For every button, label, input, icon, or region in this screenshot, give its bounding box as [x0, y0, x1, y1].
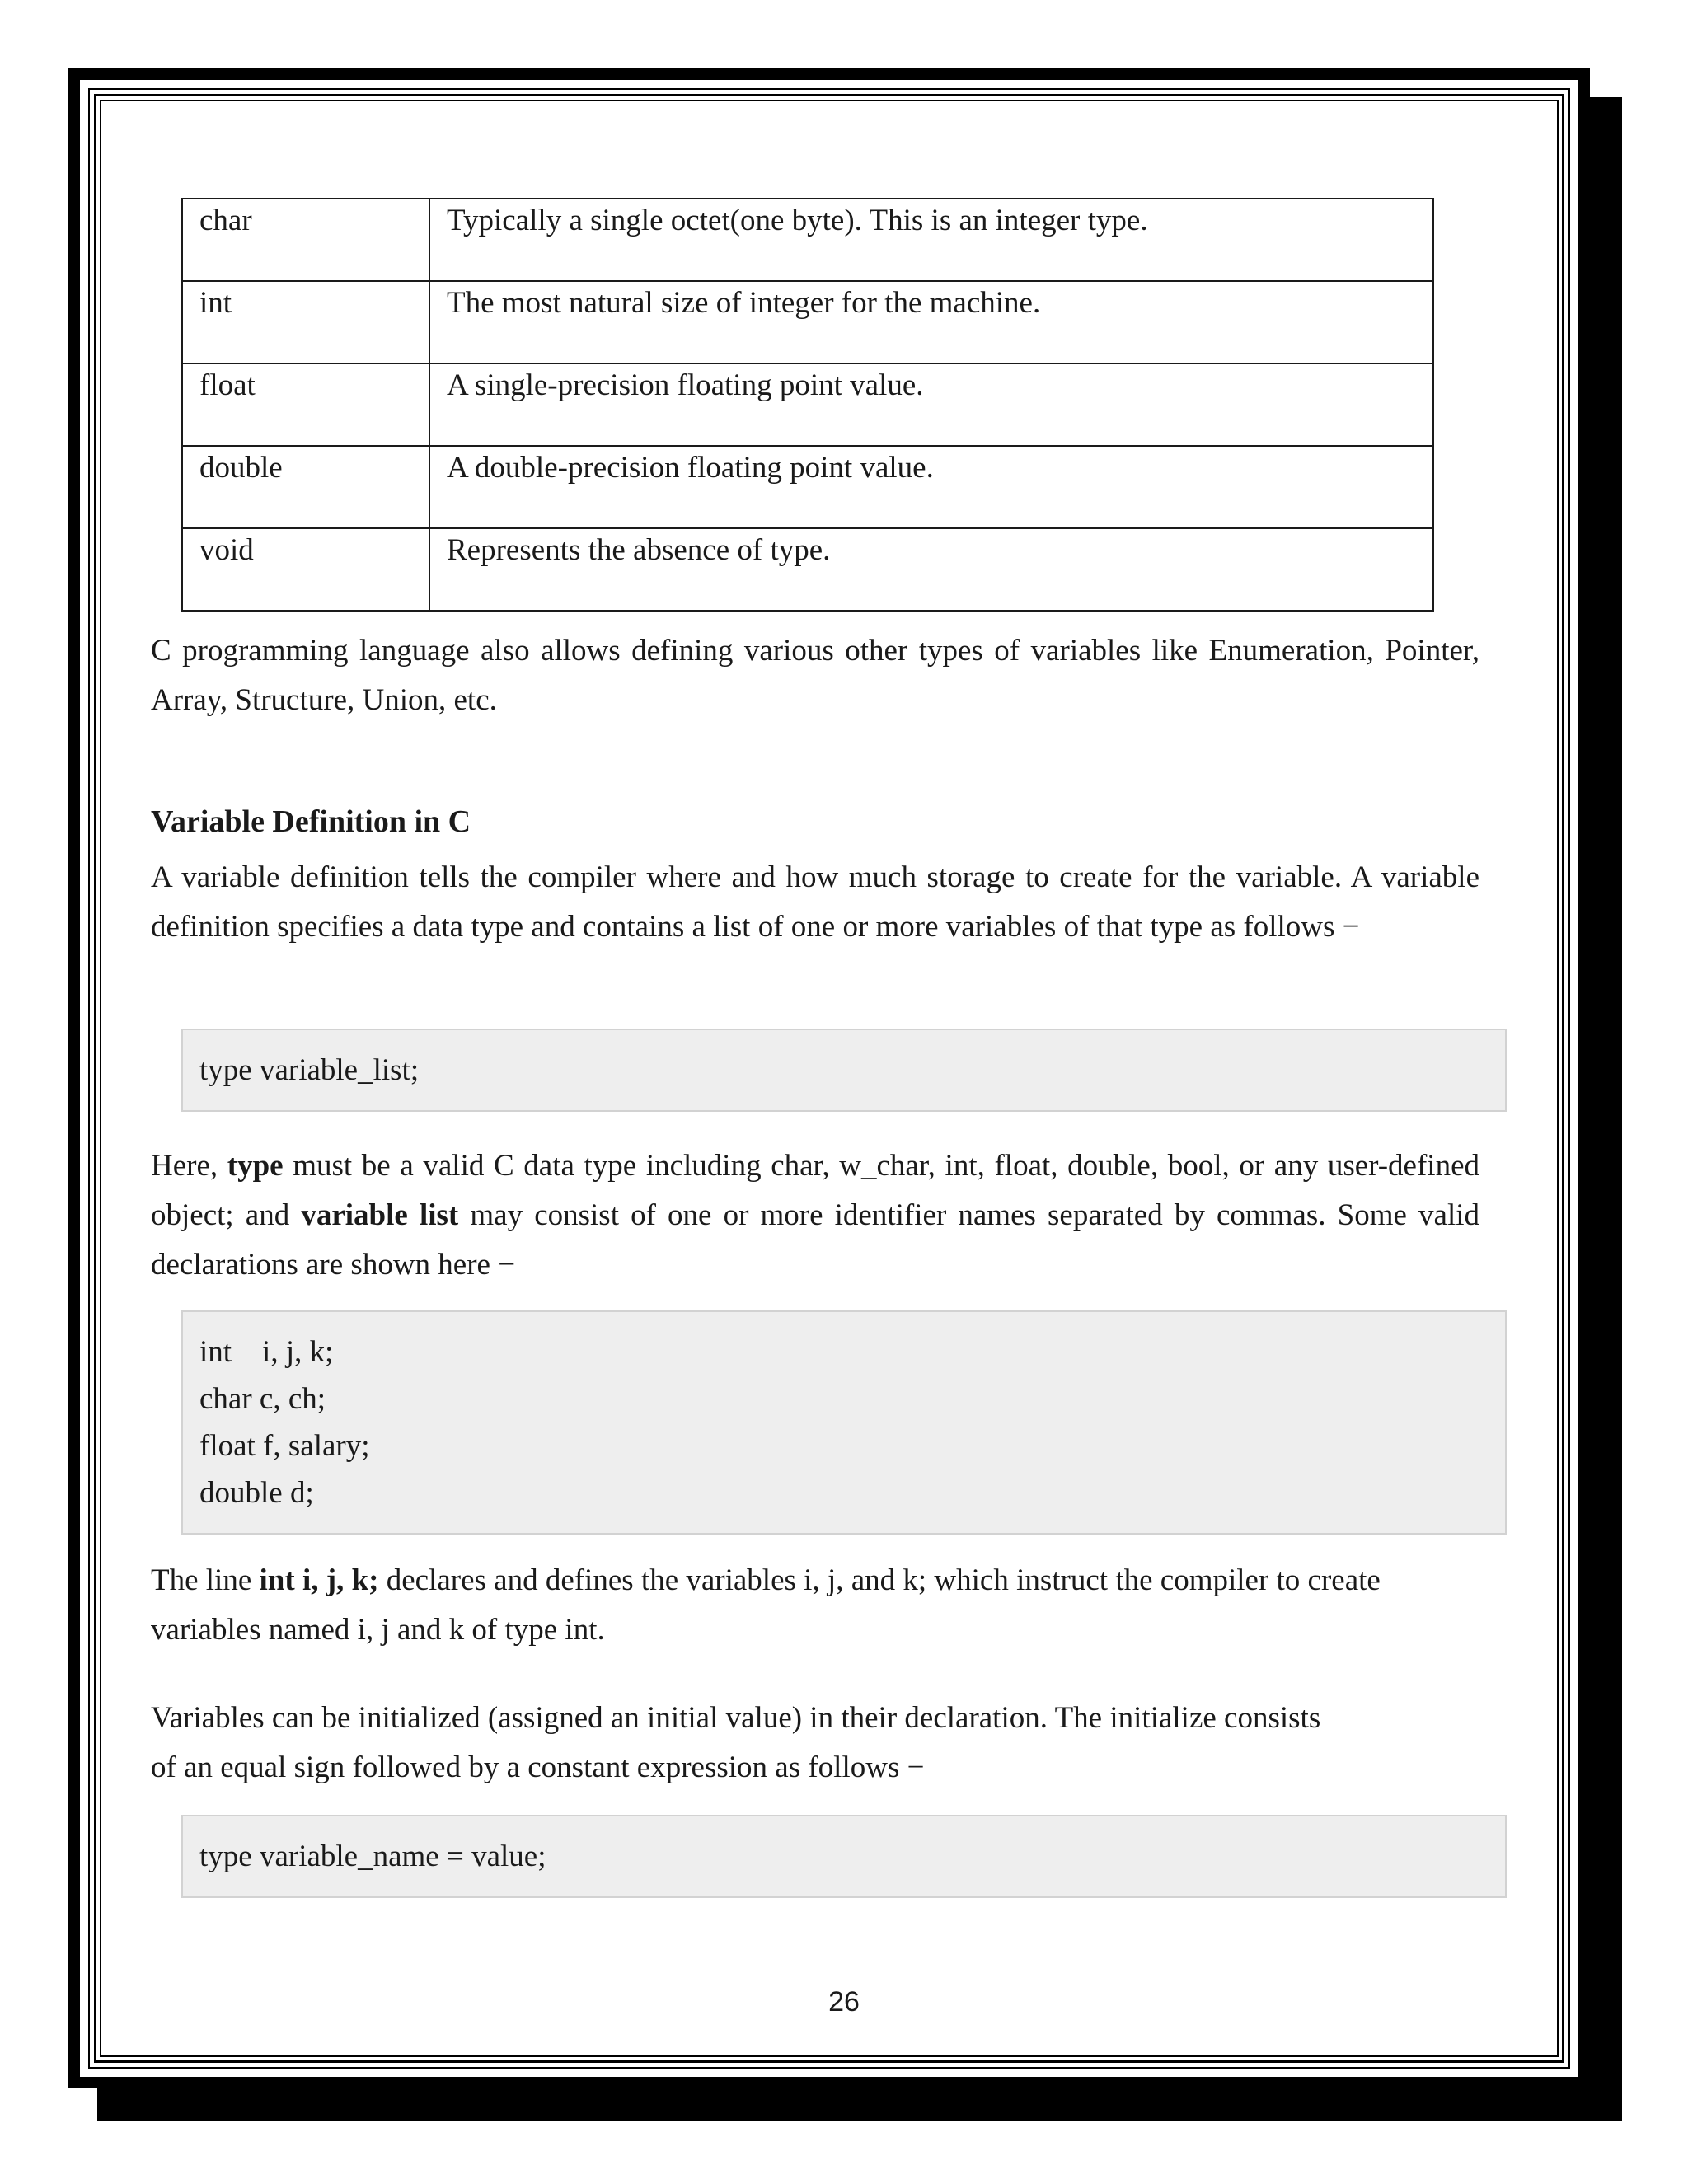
code-block-declarations	[181, 1310, 1507, 1535]
type-name-cell: double	[182, 446, 429, 528]
type-description-cell: Typically a single octet(one byte). This is an integer type.	[429, 199, 1433, 281]
code-line: float f, salary;	[199, 1429, 370, 1463]
code-line: type variable_name = value;	[199, 1840, 546, 1873]
table-row	[182, 199, 1433, 281]
bold-term: type	[227, 1149, 284, 1183]
bold-term: int i, j, k;	[259, 1563, 379, 1597]
type-name-cell: void	[182, 528, 429, 611]
paragraph-other-types: C programming language also allows defining various other types of variables like Enumeration, Pointer, Array, Structure, Union, etc.	[151, 634, 1479, 717]
paragraph-line-explanation	[151, 1556, 1479, 1655]
text-run: Here,	[151, 1149, 227, 1183]
type-description-cell: The most natural size of integer for the machine.	[429, 281, 1433, 363]
text-line: Variables can be initialized (assigned an initial value) in their declaration. The initialize consists	[151, 1701, 1321, 1735]
type-name-cell: float	[182, 363, 429, 446]
code-line: char c, ch;	[199, 1382, 326, 1416]
text-run: declares and defines the variables i, j, and k; which instruct the compiler to create variables named i, j and k of type int.	[151, 1563, 1381, 1647]
type-description-cell: Represents the absence of type.	[429, 528, 1433, 611]
bold-term: variable list	[301, 1198, 459, 1232]
data-types-table	[181, 198, 1434, 612]
table-row	[182, 446, 1433, 528]
code-line: type variable_list;	[199, 1053, 420, 1087]
text-run: must be a valid C data type including char, w_char, int, float, double, bool, or any user-defined object; and	[151, 1149, 1479, 1232]
type-name-cell: char	[182, 199, 429, 281]
code-block-syntax	[181, 1029, 1507, 1112]
paragraph-initialization	[151, 1694, 1479, 1793]
page-number: 26	[828, 1986, 860, 2018]
table-row	[182, 281, 1433, 363]
type-description-cell: A single-precision floating point value.	[429, 363, 1433, 446]
table-row	[182, 528, 1433, 611]
paragraph-type-explanation	[151, 1141, 1479, 1290]
type-name-cell: int	[182, 281, 429, 363]
text-run: The line	[151, 1563, 260, 1597]
text-run: may consist of one or more identifier names separated by commas. Some valid declarations are shown here −	[151, 1198, 1480, 1282]
code-block-initialization	[181, 1815, 1507, 1898]
text-line: of an equal sign followed by a constant expression as follows −	[151, 1750, 925, 1784]
code-line: double d;	[199, 1476, 314, 1510]
table-row	[182, 363, 1433, 446]
paragraph-definition: A variable definition tells the compiler where and how much storage to create for the variable. A variable definition specifies a data type and contains a list of one or more variables of that type as follows −	[151, 860, 1479, 944]
code-line: int i, j, k;	[199, 1335, 334, 1369]
section-heading: Variable Definition in C	[151, 804, 471, 839]
type-description-cell: A double-precision floating point value.	[429, 446, 1433, 528]
